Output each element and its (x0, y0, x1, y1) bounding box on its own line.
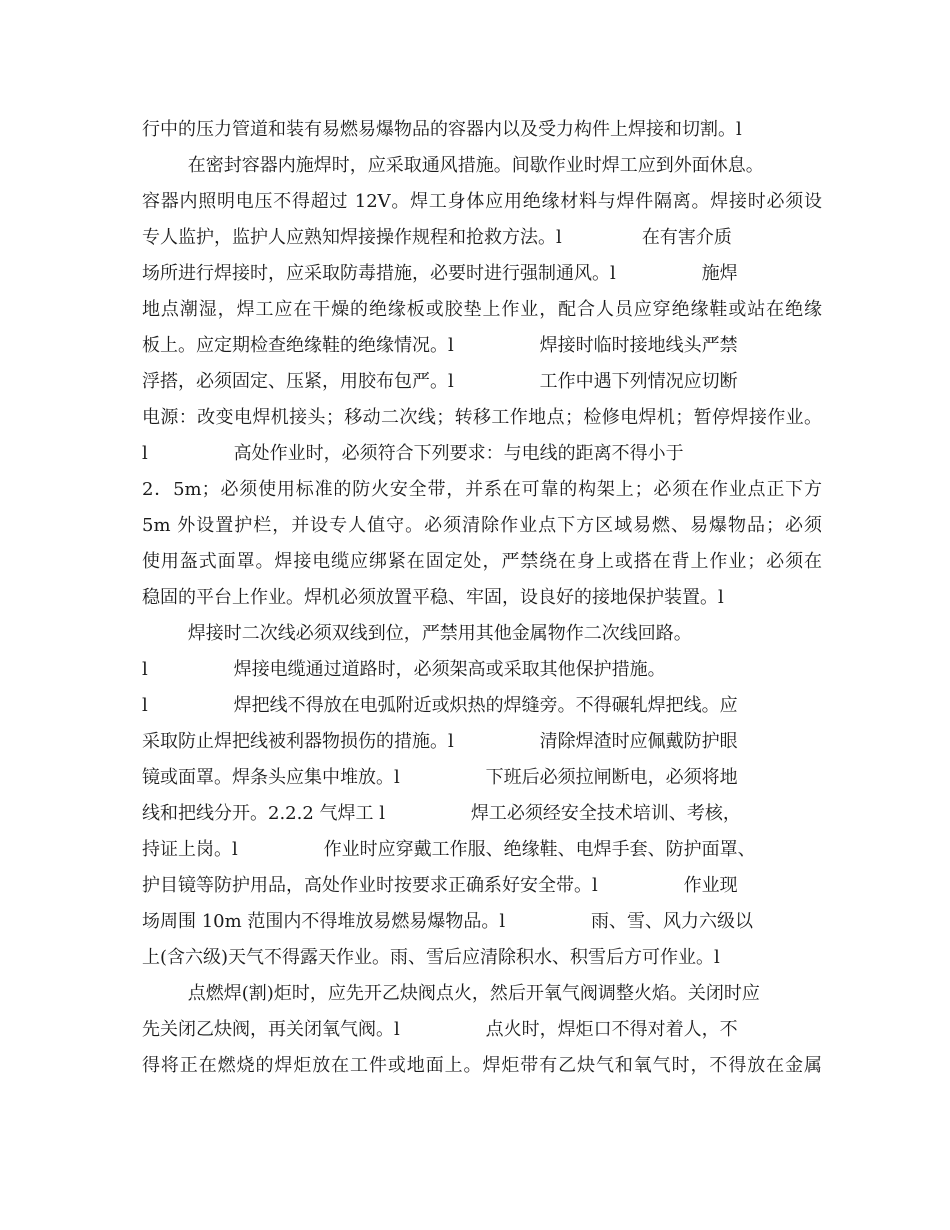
text-line: 行中的压力管道和装有易燃易爆物品的容器内以及受力构件上焊接和切割。l (142, 119, 742, 140)
text-line: 点燃焊(割)炬时，应先开乙炔阀点火，然后开氧气阀调整火焰。关闭时应 (142, 983, 760, 1004)
text-line: l 焊把线不得放在电弧附近或炽热的焊缝旁。不得碾轧焊把线。应 (142, 695, 738, 716)
text-line: 在密封容器内施焊时，应采取通风措施。间歇作业时焊工应到外面休息。 (142, 155, 764, 176)
text-line: l 高处作业时，必须符合下列要求：与电线的距离不得小于 (142, 443, 684, 464)
text-line: 地点潮湿，焊工应在干燥的绝缘板或胶垫上作业，配合人员应穿绝缘鞋或站在绝缘 (142, 299, 822, 320)
text-line: 采取防止焊把线被利器物损伤的措施。l 清除焊渣时应佩戴防护眼 (142, 731, 738, 752)
text-line: 5m 外设置护栏，并设专人值守。必须清除作业点下方区域易燃、易爆物品；必须 (142, 515, 822, 536)
text-line: 上(含六级)天气不得露天作业。雨、雪后应清除积水、积雪后方可作业。l (142, 947, 720, 968)
text-line: 电源：改变电焊机接头；移动二次线；转移工作地点；检修电焊机；暂停焊接作业。 (142, 407, 822, 428)
text-line: l 焊接电缆通过道路时，必须架高或采取其他保护措施。 (142, 659, 666, 680)
text-line: 镜或面罩。焊条头应集中堆放。l 下班后必须拉闸断电，必须将地 (142, 767, 738, 788)
text-line: 板上。应定期检查绝缘鞋的绝缘情况。l 焊接时临时接地线头严禁 (142, 335, 738, 356)
text-line: 浮搭，必须固定、压紧，用胶布包严。l 工作中遇下列情况应切断 (142, 371, 738, 392)
text-line: 焊接时二次线必须双线到位，严禁用其他金属物作二次线回路。 (142, 623, 692, 644)
text-line: 持证上岗。l 作业时应穿戴工作服、绝缘鞋、电焊手套、防护面罩、 (142, 839, 756, 860)
text-line: 得将正在燃烧的焊炬放在工件或地面上。焊炬带有乙炔气和氧气时，不得放在金属 (142, 1055, 822, 1076)
text-line: 线和把线分开。2.2.2 气焊工 l 焊工必须经安全技术培训、考核， (142, 803, 741, 824)
text-line: 2．5m；必须使用标准的防火安全带，并系在可靠的构架上；必须在作业点正下方 (142, 479, 822, 500)
text-line: 专人监护，监护人应熟知焊接操作规程和抢救方法。l 在有害介质 (142, 227, 732, 248)
text-line: 护目镜等防护用品，高处作业时按要求正确系好安全带。l 作业现 (142, 875, 738, 896)
text-line: 场周围 10m 范围内不得堆放易燃易爆物品。l 雨、雪、风力六级以 (142, 911, 753, 932)
text-line: 使用盔式面罩。焊接电缆应绑紧在固定处，严禁绕在身上或搭在背上作业；必须在 (142, 551, 822, 572)
text-line: 稳固的平台上作业。焊机必须放置平稳、牢固，设良好的接地保护装置。l (142, 587, 724, 608)
text-line: 先关闭乙炔阀，再关闭氧气阀。l 点火时，焊炬口不得对着人，不 (142, 1019, 738, 1040)
text-line: 容器内照明电压不得超过 12V。焊工身体应用绝缘材料与焊件隔离。焊接时必须设 (142, 191, 822, 212)
text-line: 场所进行焊接时，应采取防毒措施，必要时进行强制通风。l 施焊 (142, 263, 738, 284)
